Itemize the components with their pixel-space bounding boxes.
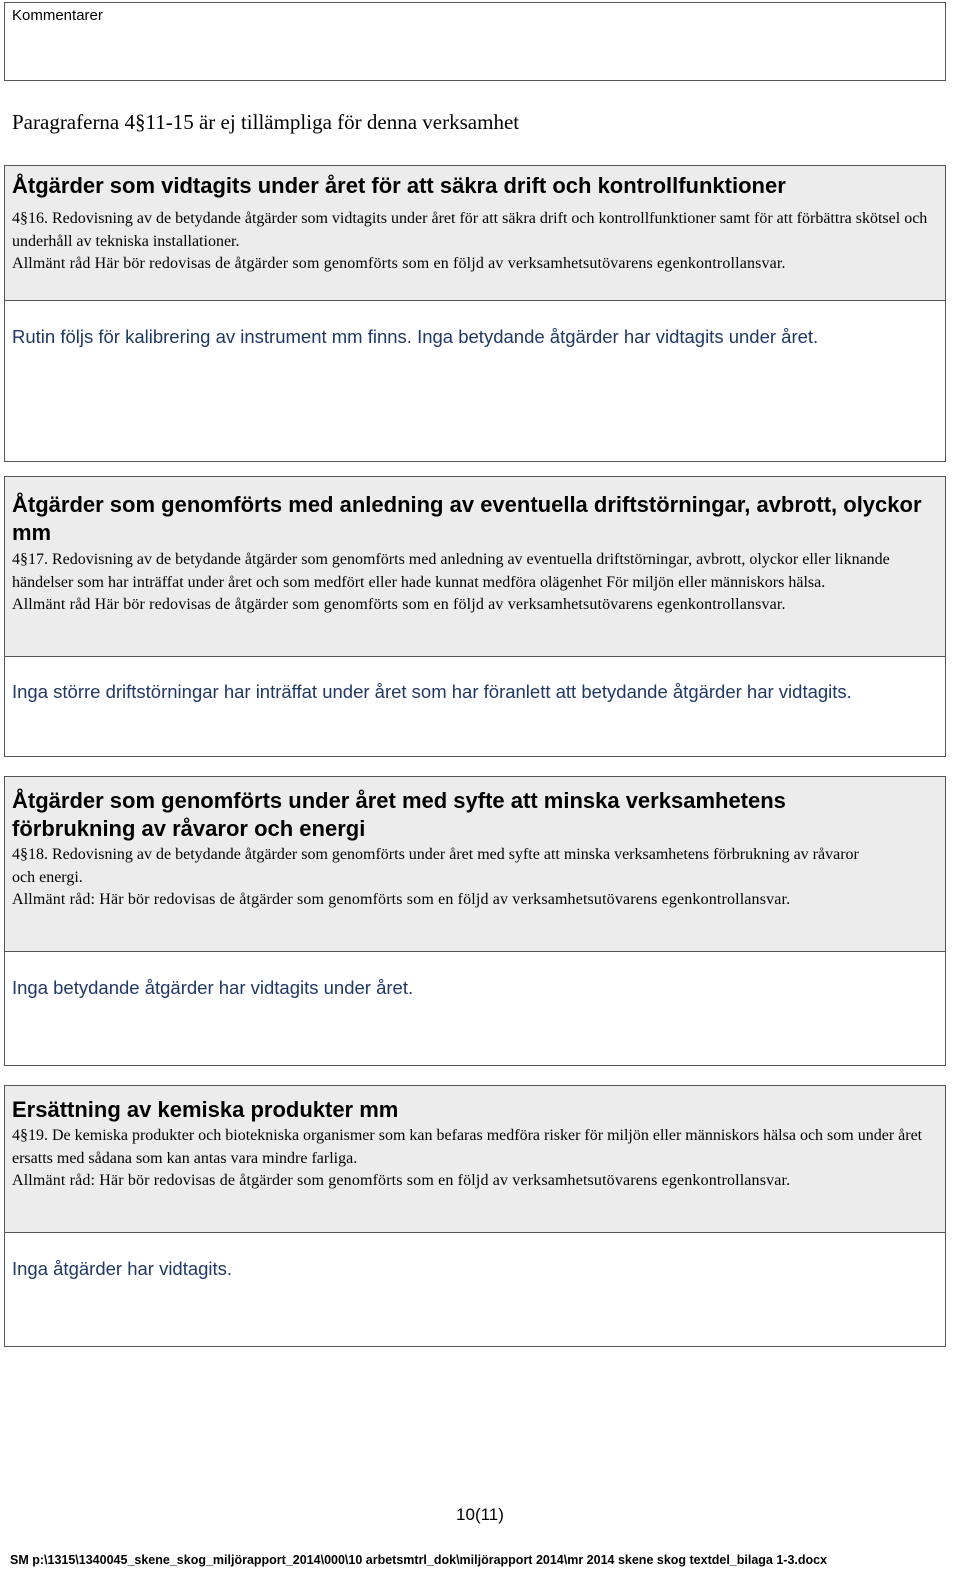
section-2-paragraph: 4§17. Redovisning av de betydande åtgärder som genomförts med anledning av eventuella driftstörningar, avbrott, olyckor eller liknande händelser som har inträffat under året och som medfört eller hade kunnat medföra olägenhet För miljön eller människors hälsa.	[12, 551, 890, 591]
section-2-answer: Inga större driftstörningar har inträffat under året som har föranlett att betydande åtgärder har vidtagits.	[12, 681, 852, 702]
section-3-paragraph: 4§18. Redovisning av de betydande åtgärder som genomförts under året med syfte att minska verksamhetens förbrukning av råvaror och energi.	[12, 846, 859, 886]
page-number: 10(11)	[456, 1505, 504, 1524]
section-1-answer-box[interactable]	[4, 300, 946, 462]
section-4-answer: Inga åtgärder har vidtagits.	[12, 1258, 233, 1279]
section-3-answer: Inga betydande åtgärder har vidtagits under året.	[12, 977, 414, 998]
section-2-answer-box[interactable]	[4, 656, 946, 757]
section-4-header	[4, 1085, 946, 1233]
section-1-advice: Allmänt råd Här bör redovisas de åtgärder som genomförts som en följd av verksamhetsutövarens egenkontrollansvar.	[12, 255, 786, 272]
section-1-answer: Rutin följs för kalibrering av instrument mm finns. Inga betydande åtgärder har vidtagits under året.	[12, 326, 819, 347]
section-2-header	[4, 476, 946, 657]
section-4-heading: Ersättning av kemiska produkter mm	[12, 1097, 399, 1122]
section-4-answer-box[interactable]	[4, 1232, 946, 1347]
section-1-heading: Åtgärder som vidtagits under året för att säkra drift och kontrollfunktioner	[12, 173, 786, 198]
file-path: SM p:\1315\1340045_skene_skog_miljörapport_2014\000\10 arbetsmtrl_dok\miljörapport 2014\mr 2014 skene skog textdel_bilaga 1-3.docx	[10, 1553, 828, 1567]
not-applicable-statement: Paragraferna 4§11-15 är ej tillämpliga för denna verksamhet	[12, 110, 520, 134]
section-3-answer-box[interactable]	[4, 951, 946, 1066]
section-1-header	[4, 165, 946, 301]
section-2-heading: Åtgärder som genomförts med anledning av eventuella driftstörningar, avbrott, olyckor mm	[12, 492, 922, 545]
comments-label: Kommentarer	[12, 7, 103, 24]
section-3-advice: Allmänt råd: Här bör redovisas de åtgärder som genomförts som en följd av verksamhetsutövarens egenkontrollansvar.	[12, 891, 791, 908]
section-3-heading: Åtgärder som genomförts under året med syfte att minska verksamhetens förbrukning av råvaror och energi	[12, 788, 786, 841]
section-1-paragraph: 4§16. Redovisning av de betydande åtgärder som vidtagits under året för att säkra drift och kontrollfunktioner samt för att förbättra skötsel och underhåll av tekniska installationer.	[12, 210, 928, 250]
section-4-advice: Allmänt råd: Här bör redovisas de åtgärder som genomförts som en följd av verksamhetsutövarens egenkontrollansvar.	[12, 1172, 791, 1189]
comments-box[interactable]	[4, 2, 946, 81]
section-2-advice: Allmänt råd Här bör redovisas de åtgärder som genomförts som en följd av verksamhetsutövarens egenkontrollansvar.	[12, 596, 786, 613]
section-3-header	[4, 776, 946, 952]
section-4-paragraph: 4§19. De kemiska produkter och biotekniska organismer som kan befaras medföra risker för miljön eller människors hälsa och som under året ersatts med sådana som kan antas vara mindre farliga.	[12, 1127, 923, 1167]
